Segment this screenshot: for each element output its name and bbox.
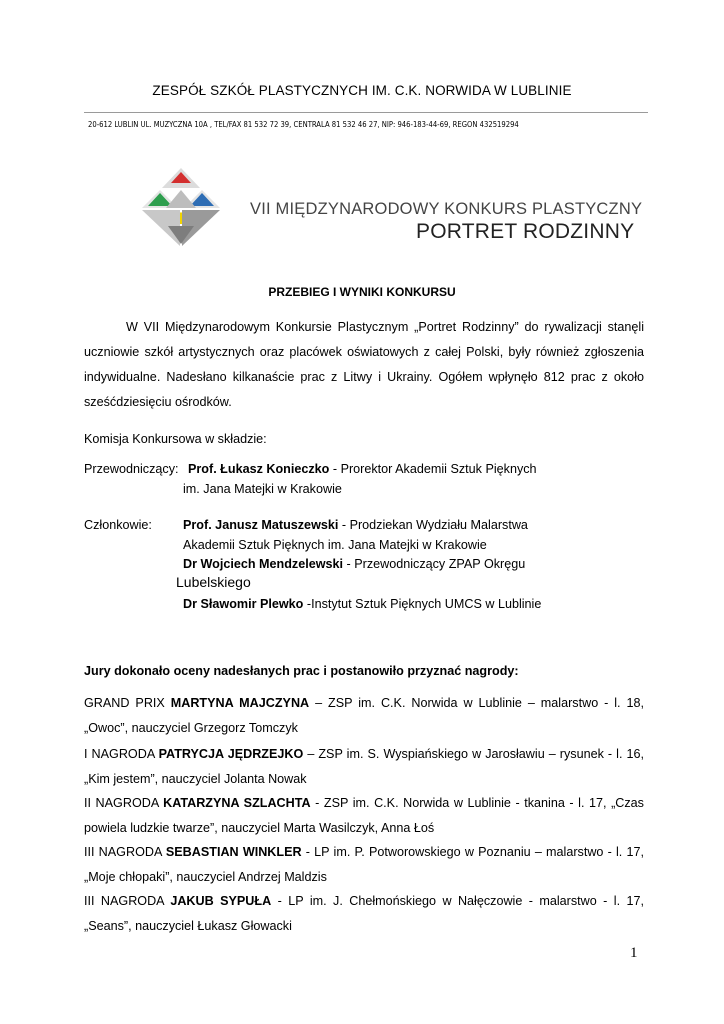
chair-name: Prof. Łukasz Konieczko <box>188 462 330 476</box>
award-prize-label: I NAGRODA <box>84 747 159 761</box>
member-1-name: Prof. Janusz Matuszewski <box>183 518 339 532</box>
contest-logo-icon <box>140 166 222 248</box>
logo-center-gray-icon <box>166 190 196 208</box>
award-winner-name: SEBASTIAN WINKLER <box>165 845 302 859</box>
members-label: Członkowie: <box>84 518 152 532</box>
section-title: PRZEBIEG I WYNIKI KONKURSU <box>268 285 456 299</box>
member-1-row <box>183 518 528 532</box>
intro-paragraph: W VII Międzynarodowym Konkursie Plastycznym „Portret Rodzinny” do rywalizacji stanęli uczniowie szkół artystycznych oraz placówek oświatowych z całej Polski, były również zgłoszenia indywidualne. Nadesłano kilkanaście prac z Litwy i Ukrainy. Ogółem wpłynęło 812 prac z około sześćdziesięciu ośrodków. <box>84 320 644 409</box>
school-header-title: ZESPÓŁ SZKÓŁ PLASTYCZNYCH IM. C.K. NORWIDA W LUBLINIE <box>152 83 572 98</box>
chair-description: - Prorektor Akademii Sztuk Pięknych <box>329 462 537 476</box>
award-winner-name: MARTYNA MAJCZYNA <box>170 696 310 710</box>
member-1-description-continued: Akademii Sztuk Pięknych im. Jana Matejki w Krakowie <box>183 538 487 552</box>
award-second-prize <box>84 791 644 841</box>
committee-heading: Komisja Konkursowa w składzie: <box>84 432 267 446</box>
header-divider <box>84 112 648 113</box>
member-2-description-continued: Lubelskiego <box>176 574 251 590</box>
award-winner-name: JAKUB SYPUŁA <box>170 894 272 908</box>
award-details: - ZSP im. C.K. Norwida w Lublinie - tkanina - l. 17, „Czas powiela ludzkie twarze”, nauczyciel Marta Wasilczyk, Anna Łoś <box>84 796 644 835</box>
award-prize-label: III NAGRODA <box>84 894 171 908</box>
award-details: - LP im. P. Potworowskiego w Poznaniu – malarstwo - l. 17, „Moje chłopaki”, nauczyciel Andrzej Maldzis <box>84 845 644 884</box>
member-2-description: - Przewodniczący ZPAP Okręgu <box>343 557 526 571</box>
committee-chair-row <box>84 462 537 476</box>
school-address-line: 20-612 LUBLIN UL. MUZYCZNA 10A , TEL/FAX 81 532 72 39, CENTRALA 81 532 46 27, NIP: 946-183-44-69, REGON 432519294 <box>88 120 519 129</box>
member-2-name: Dr Wojciech Mendzelewski <box>183 557 344 571</box>
member-3-row <box>183 597 541 611</box>
member-3-description: -Instytut Sztuk Pięknych UMCS w Lublinie <box>303 597 542 611</box>
award-grand-prix <box>84 691 644 741</box>
award-prize-label: III NAGRODA <box>84 845 166 859</box>
chair-label: Przewodniczący: <box>84 462 179 476</box>
award-first-prize <box>84 742 644 792</box>
award-details: - LP im. J. Chełmońskiego w Nałęczowie - malarstwo - l. 17, „Seans”, nauczyciel Łukasz Głowacki <box>84 894 645 933</box>
logo-contest-title: VII MIĘDZYNARODOWY KONKURS PLASTYCZNY <box>250 200 643 218</box>
award-third-prize-a <box>84 840 644 890</box>
award-details: – ZSP im. C.K. Norwida w Lublinie – malarstwo - l. 18, „Owoc”, nauczyciel Grzegorz Tomczyk <box>84 696 644 735</box>
award-winner-name: KATARZYNA SZLACHTA <box>163 796 311 810</box>
jury-heading: Jury dokonało oceny nadesłanych prac i postanowiło przyznać nagrody: <box>84 664 519 678</box>
member-3-name: Dr Sławomir Plewko <box>183 597 304 611</box>
page-number: 1 <box>630 945 638 961</box>
award-third-prize-b <box>84 889 644 939</box>
award-details: – ZSP im. S. Wyspiańskiego w Jarosławiu – rysunek - l. 16, „Kim jestem”, nauczyciel Jolanta Nowak <box>84 747 645 786</box>
member-2-row <box>183 557 525 571</box>
award-prize-label: GRAND PRIX <box>84 696 171 710</box>
chair-description-continued: im. Jana Matejki w Krakowie <box>183 482 342 496</box>
logo-contest-subtitle: PORTRET RODZINNY <box>416 220 635 243</box>
member-1-description: - Prodziekan Wydziału Malarstwa <box>338 518 528 532</box>
award-prize-label: II NAGRODA <box>84 796 164 810</box>
award-winner-name: PATRYCJA JĘDRZEJKO <box>158 747 304 761</box>
